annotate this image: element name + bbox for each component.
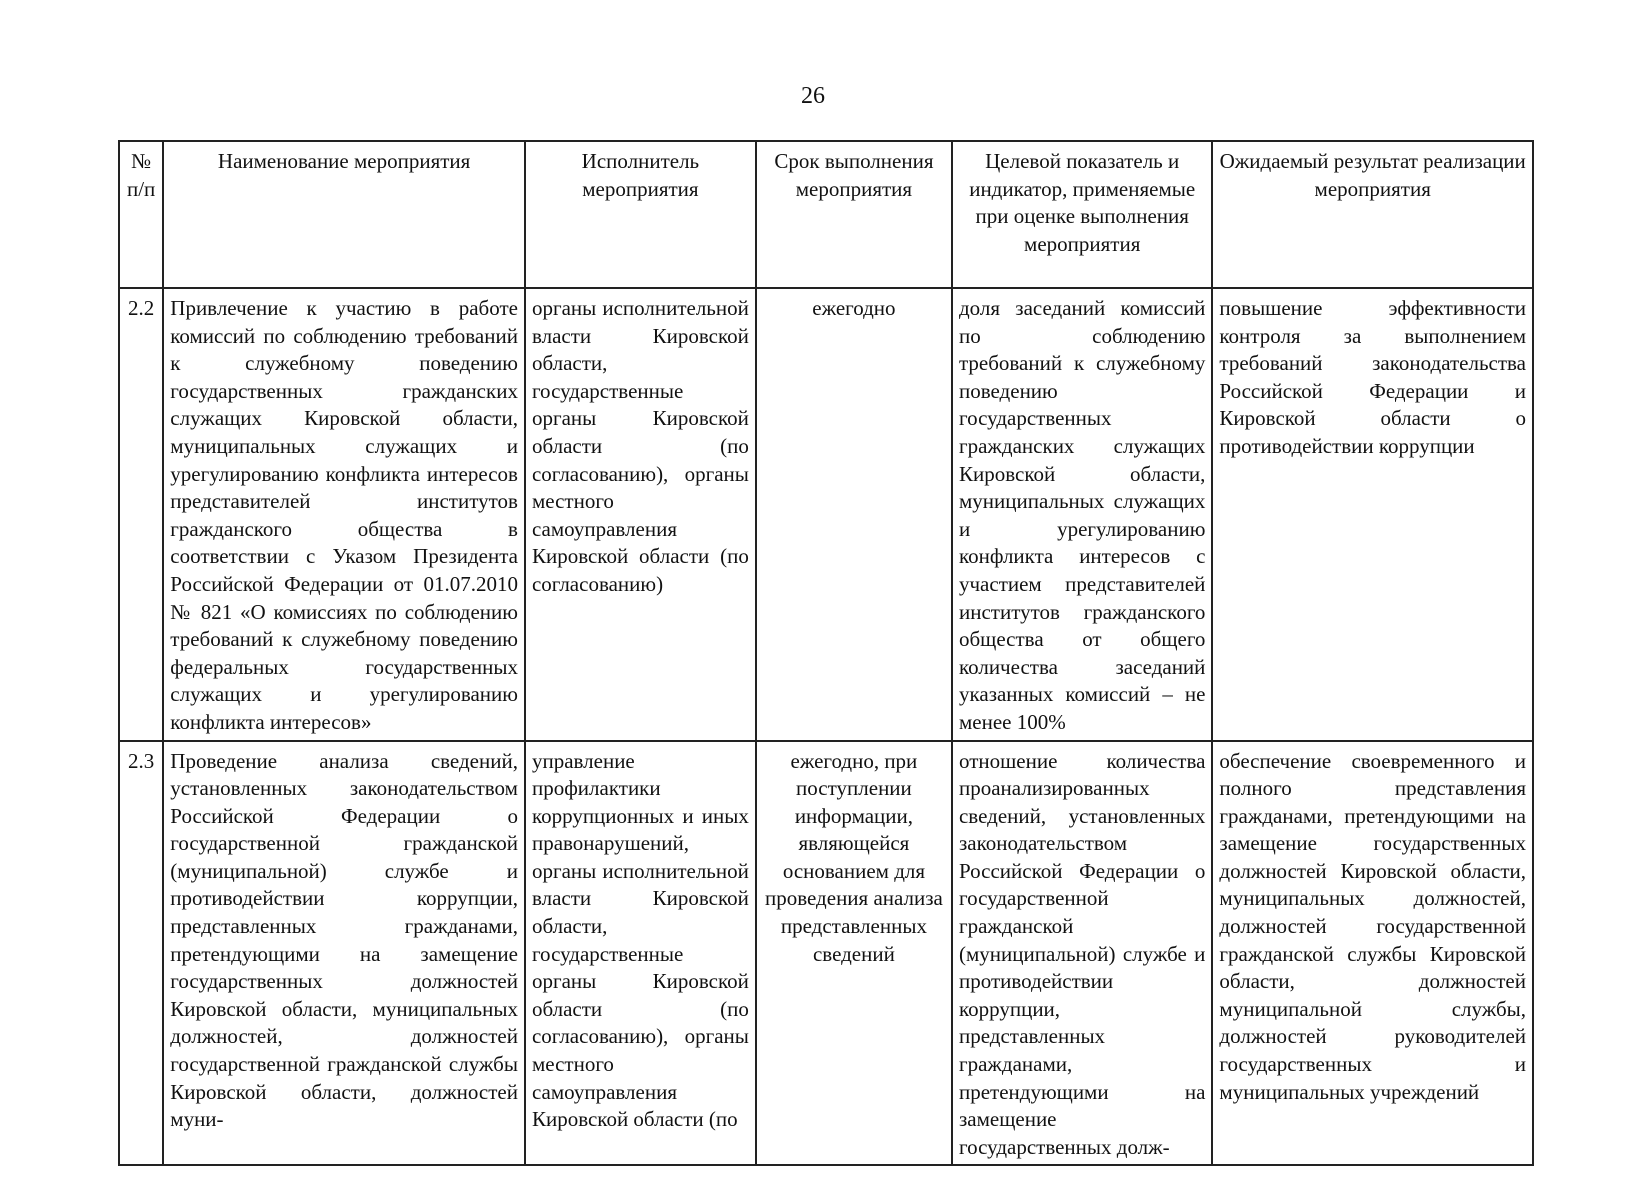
table-row bbox=[119, 741, 1533, 1166]
measure-name: Проведение анализа сведений, установленных законодательством Российской Федерации о государственной гражданской (муниципальной) службе и противодействии коррупции, представленных гражданами, претендующими на замещение государственных должностей Кировской области, муниципальных должностей, должностей государственной гражданской службы Кировской области, должностей муни- bbox=[163, 741, 525, 1166]
header-executor: Исполнитель мероприятия bbox=[525, 141, 756, 288]
measures-table bbox=[118, 140, 1534, 1166]
header-result: Ожидаемый результат реализации мероприятия bbox=[1212, 141, 1533, 288]
measure-indicator: доля заседаний комиссий по соблюдению требований к служебному поведению государственных гражданских служащих Кировской области, муниципальных служащих и урегулированию конфликта интересов с участием представителей институтов гражданского общества от общего количества заседаний указанных комиссий – не менее 100% bbox=[952, 288, 1212, 741]
measure-name: Привлечение к участию в работе комиссий по соблюдению требований к служебному поведению государственных гражданских служащих Кировской области, муниципальных служащих и урегулированию конфликта интересов представителей институтов гражданского общества в соответствии с Указом Президента Российской Федерации от 01.07.2010 № 821 «О комиссиях по соблюдению требований к служебному поведению федеральных государственных служащих и урегулированию конфликта интересов» bbox=[163, 288, 525, 741]
header-number: № п/п bbox=[119, 141, 163, 288]
row-number: 2.2 bbox=[119, 288, 163, 741]
measure-term: ежегодно bbox=[756, 288, 952, 741]
measure-executor: управление профилактики коррупционных и иных правонарушений, органы исполнительной власти Кировской области, государственные органы Кировской области (по согласованию), органы местного самоуправления Кировской области (по bbox=[525, 741, 756, 1166]
measure-result: обеспечение своевременного и полного представления гражданами, претендующими на замещение государственных должностей Кировской области, муниципальных должностей, должностей государственной гражданской службы Кировской области, должностей муниципальной службы, должностей руководителей государственных и муниципальных учреждений bbox=[1212, 741, 1533, 1166]
page-number: 26 bbox=[801, 83, 825, 109]
measure-indicator: отношение количества проанализированных сведений, установленных законодательством Российской Федерации о государственной гражданской (муниципальной) службе и противодействии коррупции, представленных гражданами, претендующими на замещение государственных долж- bbox=[952, 741, 1212, 1166]
row-number: 2.3 bbox=[119, 741, 163, 1166]
measure-executor: органы исполнительной власти Кировской области, государственные органы Кировской области (по согласованию), органы местного самоуправления Кировской области (по согласованию) bbox=[525, 288, 756, 741]
measure-term: ежегодно, при поступлении информации, являющейся основанием для проведения анализа представленных сведений bbox=[756, 741, 952, 1166]
table-header-row bbox=[119, 141, 1533, 288]
header-indicator: Целевой показатель и индикатор, применяемые при оценке выполнения мероприятия bbox=[952, 141, 1212, 288]
measure-result: повышение эффективности контроля за выполнением требований законодательства Российской Федерации и Кировской области о противодействии коррупции bbox=[1212, 288, 1533, 741]
table-row bbox=[119, 288, 1533, 741]
header-name: Наименование мероприятия bbox=[163, 141, 525, 288]
header-term: Срок выполнения мероприятия bbox=[756, 141, 952, 288]
